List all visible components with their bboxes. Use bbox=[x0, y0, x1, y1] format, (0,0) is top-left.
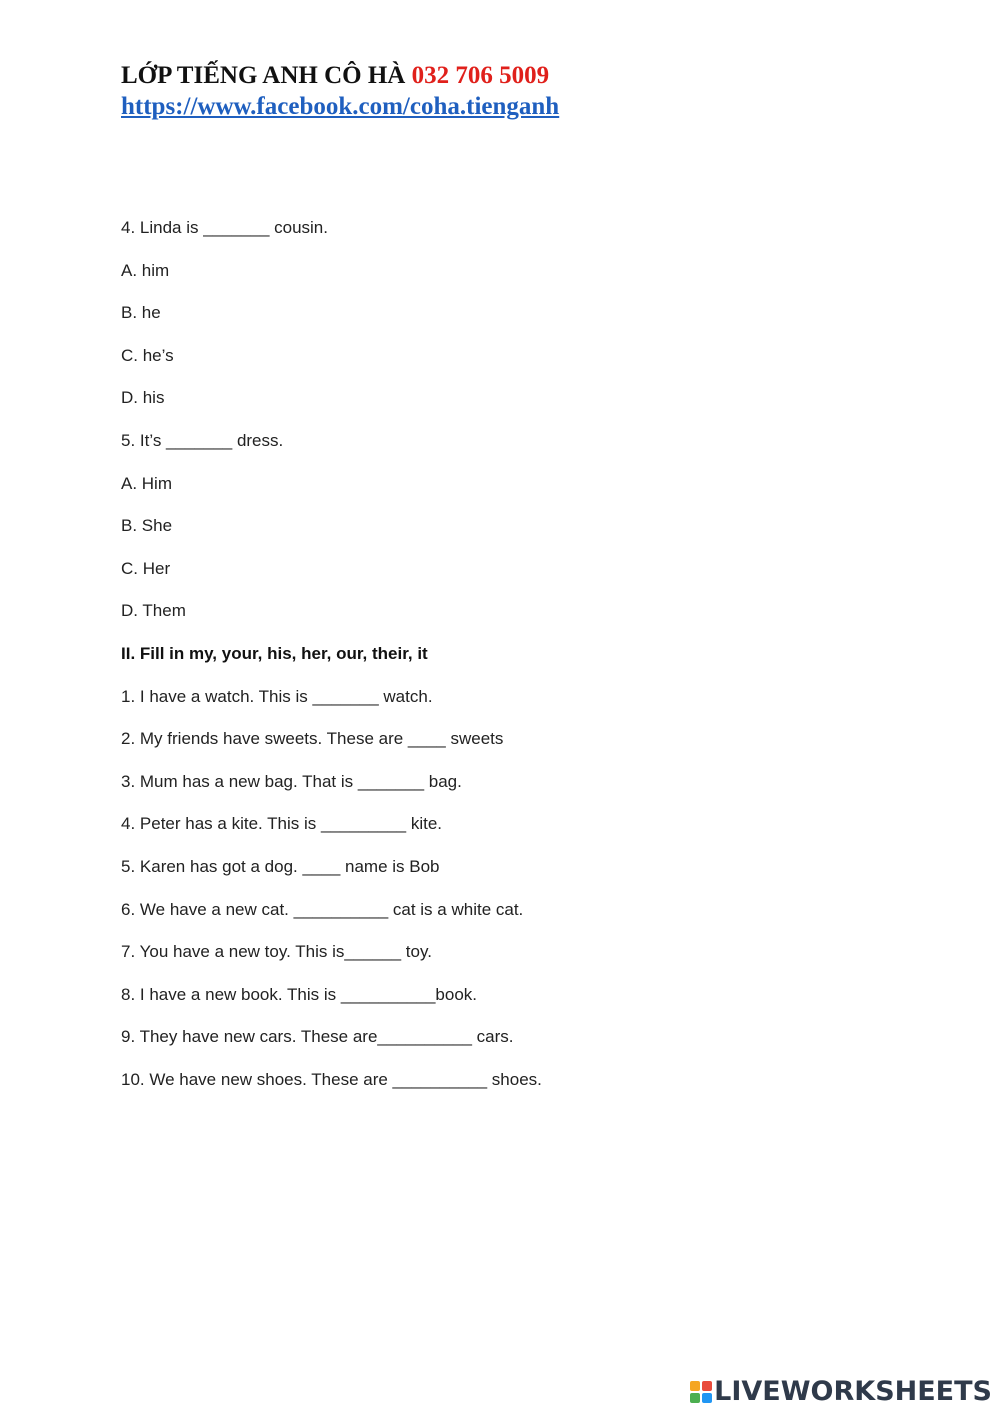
fill-sentence: 10. We have new shoes. These are __________ shoes. bbox=[121, 1069, 542, 1089]
section-heading: II. Fill in my, your, his, her, our, their, it bbox=[121, 643, 428, 663]
phone-number: 032 706 5009 bbox=[411, 62, 550, 89]
fill-sentence: 5. Karen has got a dog. ____ name is Bob bbox=[121, 856, 440, 876]
option-b[interactable]: B. he bbox=[121, 303, 161, 323]
fill-sentence: 9. They have new cars. These are__________ cars. bbox=[121, 1027, 514, 1047]
facebook-link[interactable]: https://www.facebook.com/coha.tienganh bbox=[121, 93, 560, 120]
fill-sentence: 3. Mum has a new bag. That is _______ bag. bbox=[121, 771, 462, 791]
option-d[interactable]: D. Them bbox=[121, 601, 186, 621]
option-a[interactable]: A. Him bbox=[121, 473, 172, 493]
fill-sentence: 4. Peter has a kite. This is _________ kite. bbox=[121, 814, 442, 834]
fill-sentence: 2. My friends have sweets. These are ____ sweets bbox=[121, 729, 504, 749]
question-5: 5. It’s _______ dress. bbox=[121, 430, 284, 450]
fill-sentence: 7. You have a new toy. This is______ toy. bbox=[121, 942, 432, 962]
class-name: LỚP TIẾNG ANH CÔ HÀ bbox=[121, 62, 406, 89]
option-c[interactable]: C. Her bbox=[121, 558, 171, 578]
option-a[interactable]: A. him bbox=[121, 260, 170, 280]
fill-sentence: 1. I have a watch. This is _______ watch. bbox=[121, 686, 433, 706]
liveworksheets-logo bbox=[690, 1377, 992, 1407]
logo-square-icon bbox=[690, 1393, 700, 1403]
option-c[interactable]: C. he’s bbox=[121, 345, 174, 365]
class-title bbox=[121, 60, 559, 92]
logo-square-icon bbox=[690, 1381, 700, 1391]
question-4: 4. Linda is _______ cousin. bbox=[121, 218, 328, 237]
fill-sentence: 6. We have a new cat. __________ cat is a white cat. bbox=[121, 899, 524, 919]
logo-text: LIVEWORKSHEETS bbox=[714, 1376, 992, 1407]
logo-grid-icon bbox=[690, 1381, 712, 1403]
option-d[interactable]: D. his bbox=[121, 388, 165, 408]
worksheet-header bbox=[121, 60, 559, 122]
logo-square-icon bbox=[702, 1381, 712, 1391]
worksheet-content bbox=[121, 216, 921, 1110]
fill-sentence: 8. I have a new book. This is __________book. bbox=[121, 984, 477, 1004]
option-b[interactable]: B. She bbox=[121, 516, 173, 536]
logo-square-icon bbox=[702, 1393, 712, 1403]
